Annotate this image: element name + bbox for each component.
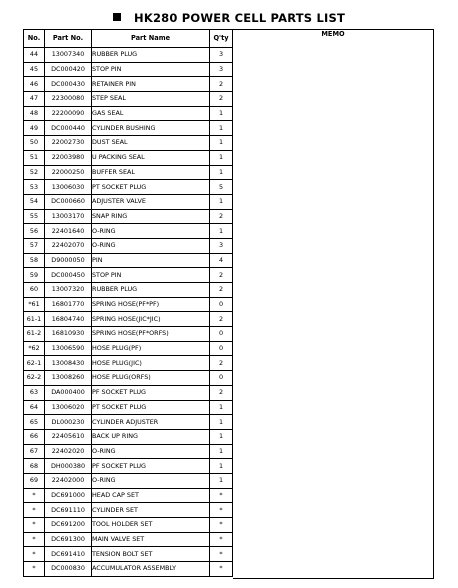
table-row — [24, 473, 233, 488]
table-row — [24, 429, 233, 444]
square-bullet-icon — [113, 13, 121, 21]
cell-part-name: ADJUSTER VALVE — [92, 194, 210, 209]
table-row — [24, 312, 233, 327]
cell-part-no: 16804740 — [45, 312, 92, 327]
table-row — [24, 268, 233, 283]
cell-qty: 2 — [210, 356, 233, 371]
cell-part-name: O-RING — [92, 224, 210, 239]
cell-no: 49 — [24, 121, 45, 136]
cell-part-no: 13006030 — [45, 180, 92, 195]
cell-qty: 1 — [210, 136, 233, 151]
cell-part-name: DUST SEAL — [92, 136, 210, 151]
cell-part-name: BACK UP RING — [92, 429, 210, 444]
cell-no: 56 — [24, 224, 45, 239]
table-row — [24, 415, 233, 430]
cell-no: 48 — [24, 106, 45, 121]
cell-part-name: O-RING — [92, 473, 210, 488]
cell-part-no: DC691200 — [45, 518, 92, 533]
cell-part-no: DC691300 — [45, 532, 92, 547]
cell-part-no: D9000050 — [45, 253, 92, 268]
cell-qty: 3 — [210, 238, 233, 253]
cell-part-name: HOSE PLUG(JIC) — [92, 356, 210, 371]
cell-part-name: MAIN VALVE SET — [92, 532, 210, 547]
cell-no: 69 — [24, 473, 45, 488]
cell-qty: 0 — [210, 341, 233, 356]
cell-part-no: 22402020 — [45, 444, 92, 459]
table-row — [24, 400, 233, 415]
cell-no: 57 — [24, 238, 45, 253]
cell-part-no: DC000420 — [45, 62, 92, 77]
table-row — [24, 194, 233, 209]
cell-part-name: GAS SEAL — [92, 106, 210, 121]
cell-no: 52 — [24, 165, 45, 180]
cell-no: *62 — [24, 341, 45, 356]
cell-part-no: DC000450 — [45, 268, 92, 283]
cell-no: 61-2 — [24, 327, 45, 342]
cell-part-name: SNAP RING — [92, 209, 210, 224]
cell-part-name: STEP SEAL — [92, 92, 210, 107]
cell-part-name: BUFFER SEAL — [92, 165, 210, 180]
cell-part-no: DH000380 — [45, 459, 92, 474]
cell-part-no: 13003170 — [45, 209, 92, 224]
cell-part-no: 13006590 — [45, 341, 92, 356]
cell-part-no: 13006020 — [45, 400, 92, 415]
cell-qty: 1 — [210, 429, 233, 444]
cell-part-name: TENSION BOLT SET — [92, 547, 210, 562]
cell-no: * — [24, 503, 45, 518]
cell-qty: 2 — [210, 268, 233, 283]
page-title: HK280 POWER CELL PARTS LIST — [134, 11, 346, 25]
cell-no: 68 — [24, 459, 45, 474]
cell-part-name: CYLINDER ADJUSTER — [92, 415, 210, 430]
cell-qty: 5 — [210, 180, 233, 195]
cell-no: * — [24, 488, 45, 503]
table-row — [24, 444, 233, 459]
table-row — [24, 224, 233, 239]
cell-part-no: 13007340 — [45, 48, 92, 63]
cell-qty: 1 — [210, 150, 233, 165]
cell-no: *61 — [24, 297, 45, 312]
cell-no: 54 — [24, 194, 45, 209]
cell-part-no: 22402070 — [45, 238, 92, 253]
cell-part-no: DC000430 — [45, 77, 92, 92]
table-row — [24, 238, 233, 253]
cell-no: 44 — [24, 48, 45, 63]
cell-part-name: PT SOCKET PLUG — [92, 400, 210, 415]
cell-part-name: RETAINER PIN — [92, 77, 210, 92]
cell-part-no: 22200090 — [45, 106, 92, 121]
cell-qty: 4 — [210, 253, 233, 268]
cell-no: 60 — [24, 283, 45, 298]
cell-part-name: SPRING HOSE(JIC*JIC) — [92, 312, 210, 327]
cell-part-name: O-RING — [92, 444, 210, 459]
cell-qty: 0 — [210, 327, 233, 342]
table-row — [24, 150, 233, 165]
cell-no: 47 — [24, 92, 45, 107]
cell-part-name: SPRING HOSE(PF*ORFS) — [92, 327, 210, 342]
table-row — [24, 341, 233, 356]
cell-qty: 1 — [210, 473, 233, 488]
parts-table — [23, 29, 233, 577]
cell-part-no: 22402000 — [45, 473, 92, 488]
cell-qty: 1 — [210, 165, 233, 180]
cell-part-no: 22405610 — [45, 429, 92, 444]
cell-no: * — [24, 532, 45, 547]
table-row — [24, 77, 233, 92]
memo-label: MEMO — [321, 30, 345, 38]
cell-part-name: HOSE PLUG(ORFS) — [92, 371, 210, 386]
header-part-no: Part No. — [45, 30, 92, 48]
table-row — [24, 121, 233, 136]
cell-qty: * — [210, 518, 233, 533]
cell-qty: * — [210, 503, 233, 518]
cell-qty: 1 — [210, 444, 233, 459]
table-row — [24, 180, 233, 195]
cell-no: 65 — [24, 415, 45, 430]
cell-part-name: ACCUMULATOR ASSEMBLY — [92, 562, 210, 577]
table-row — [24, 532, 233, 547]
cell-part-no: 16801770 — [45, 297, 92, 312]
cell-no: * — [24, 562, 45, 577]
cell-part-name: PF SOCKET PLUG — [92, 385, 210, 400]
cell-qty: 0 — [210, 371, 233, 386]
table-row — [24, 518, 233, 533]
cell-part-no: DL000230 — [45, 415, 92, 430]
cell-qty: * — [210, 488, 233, 503]
memo-box — [233, 29, 434, 579]
cell-part-name: O-RING — [92, 238, 210, 253]
cell-no: 51 — [24, 150, 45, 165]
cell-no: 45 — [24, 62, 45, 77]
table-row — [24, 356, 233, 371]
cell-qty: 3 — [210, 48, 233, 63]
cell-no: * — [24, 547, 45, 562]
cell-qty: 2 — [210, 283, 233, 298]
header-part-name: Part Name — [92, 30, 210, 48]
cell-part-name: PIN — [92, 253, 210, 268]
cell-part-no: 22003980 — [45, 150, 92, 165]
cell-part-no: 22000250 — [45, 165, 92, 180]
table-row — [24, 547, 233, 562]
cell-qty: 1 — [210, 121, 233, 136]
cell-qty: 2 — [210, 77, 233, 92]
cell-no: 62-1 — [24, 356, 45, 371]
table-row — [24, 106, 233, 121]
table-row — [24, 385, 233, 400]
table-row — [24, 165, 233, 180]
cell-part-name: PF SOCKET PLUG — [92, 459, 210, 474]
cell-no: 55 — [24, 209, 45, 224]
cell-part-name: RUBBER PLUG — [92, 283, 210, 298]
cell-part-no: DC691110 — [45, 503, 92, 518]
table-row — [24, 488, 233, 503]
cell-part-name: RUBBER PLUG — [92, 48, 210, 63]
cell-qty: * — [210, 562, 233, 577]
table-row — [24, 253, 233, 268]
table-row — [24, 209, 233, 224]
cell-no: * — [24, 518, 45, 533]
cell-part-no: 13008430 — [45, 356, 92, 371]
cell-no: 67 — [24, 444, 45, 459]
cell-part-name: STOP PIN — [92, 62, 210, 77]
cell-qty: * — [210, 547, 233, 562]
cell-qty: 1 — [210, 459, 233, 474]
cell-part-name: PT SOCKET PLUG — [92, 180, 210, 195]
cell-qty: 2 — [210, 385, 233, 400]
cell-qty: 1 — [210, 400, 233, 415]
cell-no: 63 — [24, 385, 45, 400]
table-row — [24, 48, 233, 63]
cell-part-no: DC000440 — [45, 121, 92, 136]
table-row — [24, 283, 233, 298]
header-row — [24, 30, 233, 48]
cell-qty: 1 — [210, 106, 233, 121]
cell-part-no: DC000660 — [45, 194, 92, 209]
cell-no: 61-1 — [24, 312, 45, 327]
cell-part-no: 22401640 — [45, 224, 92, 239]
cell-no: 62-2 — [24, 371, 45, 386]
cell-qty: 2 — [210, 312, 233, 327]
cell-no: 46 — [24, 77, 45, 92]
table-row — [24, 503, 233, 518]
table-row — [24, 62, 233, 77]
table-row — [24, 459, 233, 474]
cell-qty: * — [210, 532, 233, 547]
cell-part-name: TOOL HOLDER SET — [92, 518, 210, 533]
cell-part-name: HEAD CAP SET — [92, 488, 210, 503]
cell-no: 64 — [24, 400, 45, 415]
cell-part-name: U PACKING SEAL — [92, 150, 210, 165]
table-row — [24, 92, 233, 107]
cell-no: 58 — [24, 253, 45, 268]
page-header — [0, 7, 458, 26]
cell-part-no: 22300080 — [45, 92, 92, 107]
cell-part-name: SPRING HOSE(PF*PF) — [92, 297, 210, 312]
cell-part-no: DC000830 — [45, 562, 92, 577]
parts-table-body — [24, 48, 233, 577]
cell-qty: 1 — [210, 194, 233, 209]
header-qty: Q'ty — [210, 30, 233, 48]
table-row — [24, 136, 233, 151]
table-row — [24, 562, 233, 577]
cell-part-no: 13008260 — [45, 371, 92, 386]
table-row — [24, 371, 233, 386]
cell-no: 53 — [24, 180, 45, 195]
cell-part-name: CYLINDER BUSHING — [92, 121, 210, 136]
cell-qty: 1 — [210, 415, 233, 430]
cell-part-no: DC691000 — [45, 488, 92, 503]
cell-part-no: 22002730 — [45, 136, 92, 151]
parts-table-header — [24, 30, 233, 48]
cell-qty: 0 — [210, 297, 233, 312]
cell-no: 50 — [24, 136, 45, 151]
header-no: No. — [24, 30, 45, 48]
cell-qty: 2 — [210, 209, 233, 224]
cell-qty: 1 — [210, 224, 233, 239]
cell-part-no: 13007320 — [45, 283, 92, 298]
cell-part-no: 16810930 — [45, 327, 92, 342]
table-row — [24, 297, 233, 312]
cell-no: 66 — [24, 429, 45, 444]
cell-part-no: DC691410 — [45, 547, 92, 562]
cell-part-name: HOSE PLUG(PF) — [92, 341, 210, 356]
cell-qty: 3 — [210, 62, 233, 77]
cell-part-name: CYLINDER SET — [92, 503, 210, 518]
cell-part-name: STOP PIN — [92, 268, 210, 283]
cell-part-no: DA000400 — [45, 385, 92, 400]
cell-no: 59 — [24, 268, 45, 283]
cell-qty: 2 — [210, 92, 233, 107]
table-row — [24, 327, 233, 342]
